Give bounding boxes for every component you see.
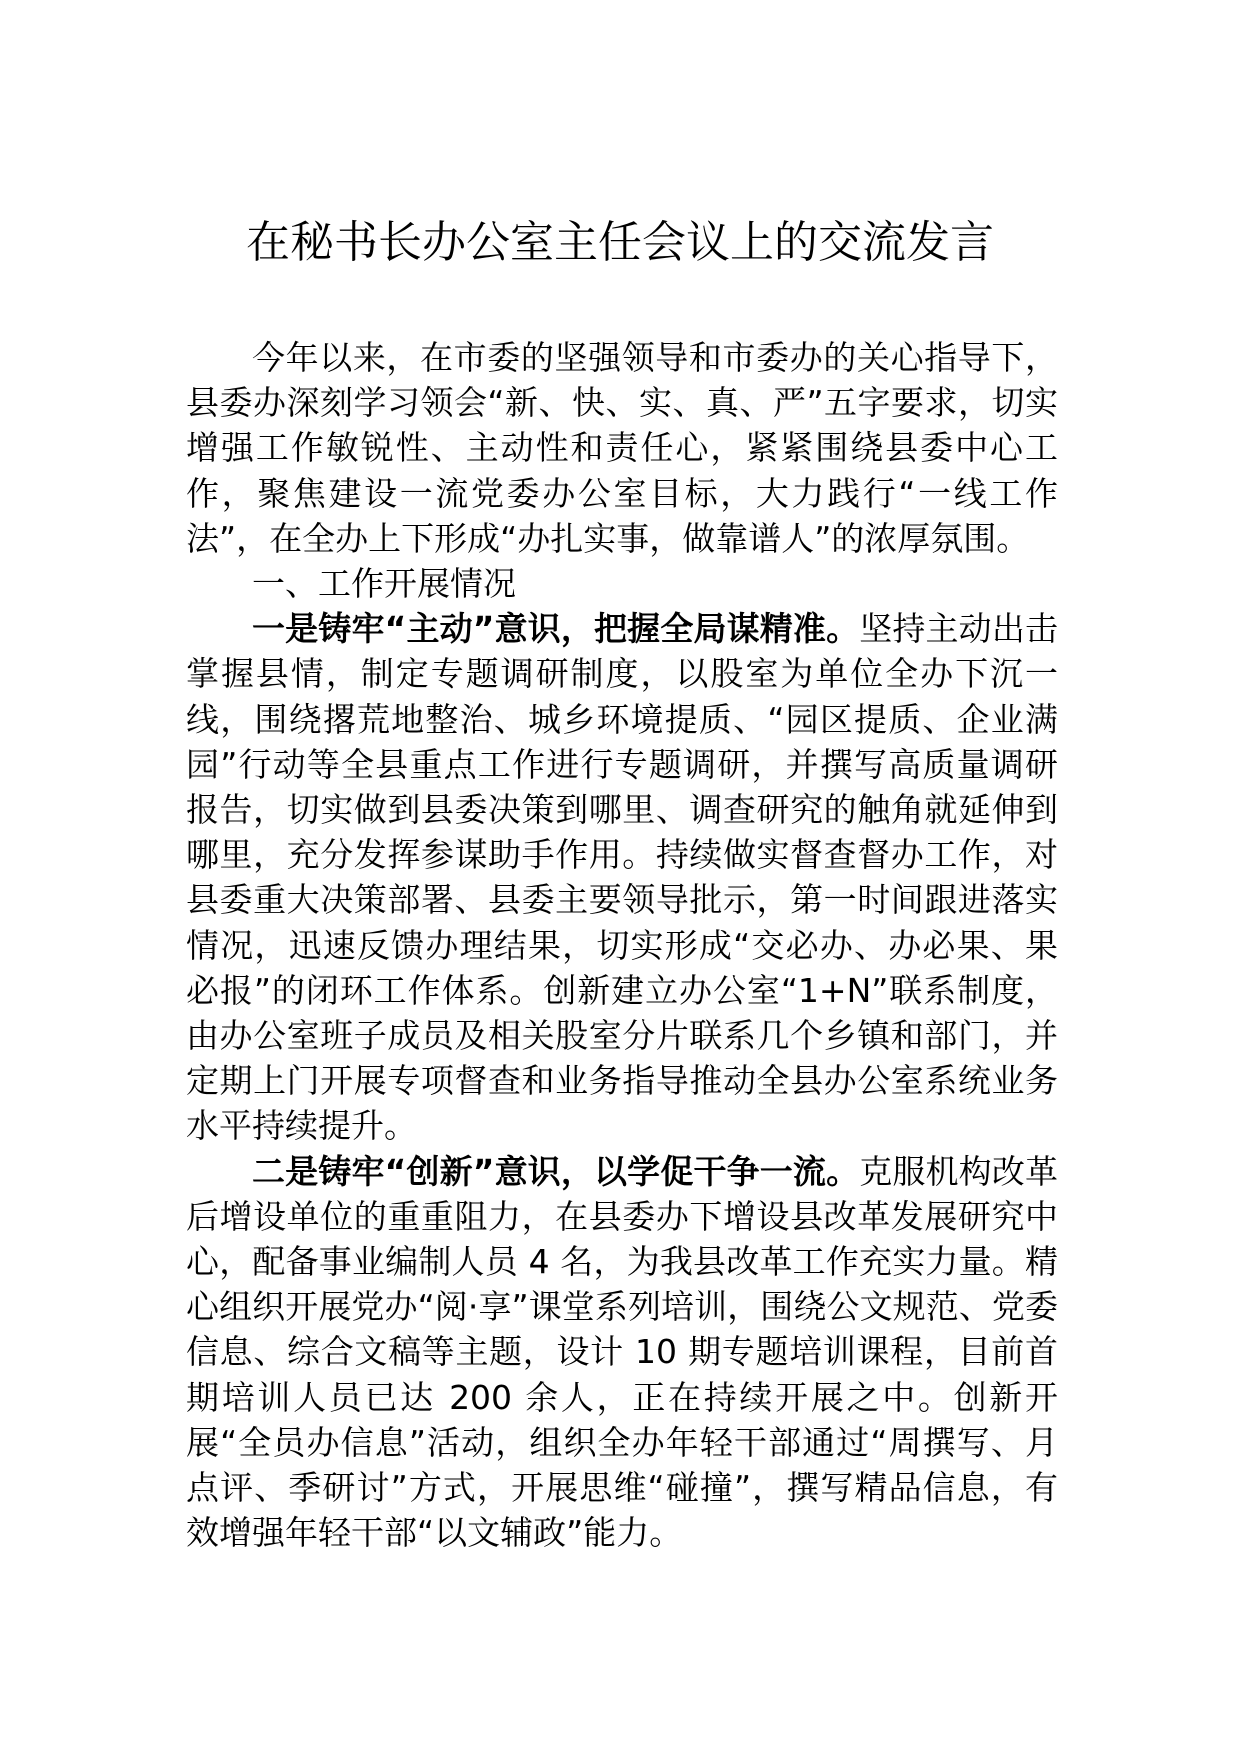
item-paragraph-1 [186, 606, 1058, 1148]
document-title: 在秘书长办公室主任会议上的交流发言 [246, 217, 994, 268]
document-body [186, 335, 1058, 1555]
item-2-text: 克服机构改革后增设单位的重重阻力，在县委办下增设县改革发展研究中心，配备事业编制人员 4 名，为我县改革工作充实力量。精心组织开展党办“阅·享”课堂系列培训，围绕公文规范、党委信息、综合文稿等主题，设计 10 期专题培训课程，目前首期培训人员已达 200 余人，正在持续开展之中。创新开展“全员办信息”活动，组织全办年轻干部通过“周撰写、月点评、季研讨”方式，开展思维“碰撞”，撰写精品信息，有效增强年轻干部“以文辅政”能力。 [186, 1151, 1058, 1553]
item-1-lead: 一是铸牢“主动”意识，把握全局谋精准。 [252, 609, 860, 649]
intro-paragraph: 今年以来，在市委的坚强领导和市委办的关心指导下，县委办深刻学习领会“新、快、实、真、严”五字要求，切实增强工作敏锐性、主动性和责任心，紧紧围绕县委中心工作，聚焦建设一流党委办公室目标，大力践行“一线工作法”，在全办上下形成“办扎实事，做靠谱人”的浓厚氛围。 [186, 338, 1058, 558]
item-paragraph-2 [186, 1149, 1058, 1556]
section-heading: 一、工作开展情况 [252, 564, 516, 604]
item-2-lead: 二是铸牢“创新”意识，以学促干争一流。 [252, 1151, 860, 1191]
item-1-text: 坚持主动出击掌握县情，制定专题调研制度，以股室为单位全办下沉一线，围绕撂荒地整治、城乡环境提质、“园区提质、企业满园”行动等全县重点工作进行专题调研，并撰写高质量调研报告，切实做到县委决策到哪里、调查研究的触角就延伸到哪里，充分发挥参谋助手作用。持续做实督查督办工作，对县委重大决策部署、县委主要领导批示，第一时间跟进落实情况，迅速反馈办理结果，切实形成“交必办、办必果、果必报”的闭环工作体系。创新建立办公室“1+N”联系制度，由办公室班子成员及相关股室分片联系几个乡镇和部门，并定期上门开展专项督查和业务指导推动全县办公室系统业务水平持续提升。 [186, 609, 1058, 1146]
